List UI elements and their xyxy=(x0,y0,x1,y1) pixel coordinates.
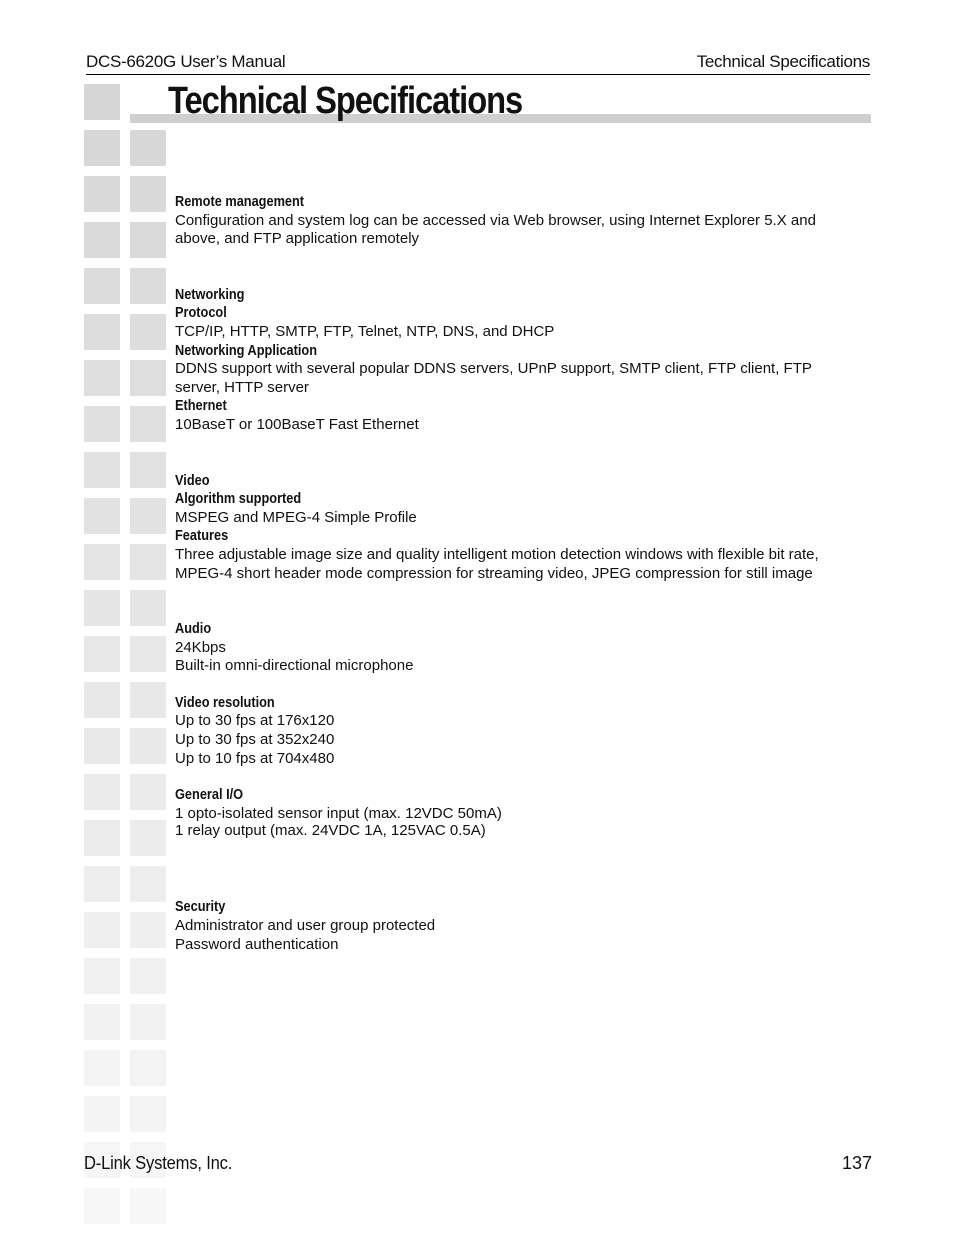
decorative-tile xyxy=(84,774,120,810)
decorative-tile xyxy=(130,728,166,764)
spec-video xyxy=(175,472,865,584)
spec-text: server, HTTP server xyxy=(175,378,309,396)
decorative-tile xyxy=(130,222,166,258)
spec-text: MPEG-4 short header mode compression for streaming video, JPEG compression for still image xyxy=(175,564,813,582)
spec-text: 10BaseT or 100BaseT Fast Ethernet xyxy=(175,415,419,433)
spec-sublabel: Algorithm supported xyxy=(175,491,302,508)
spec-sublabel: Networking Application xyxy=(175,342,318,359)
spec-text: Password authentication xyxy=(175,935,339,953)
spec-text: DDNS support with several popular DDNS servers, UPnP support, SMTP client, FTP client, FTP xyxy=(175,360,812,378)
spec-text: 24Kbps xyxy=(175,638,226,656)
spec-text: Up to 10 fps at 704x480 xyxy=(175,749,335,767)
decorative-tile xyxy=(130,176,166,212)
spec-text: MSPEG and MPEG-4 Simple Profile xyxy=(175,508,417,526)
decorative-tile xyxy=(130,590,166,626)
spec-text: TCP/IP, HTTP, SMTP, FTP, Telnet, NTP, DNS, and DHCP xyxy=(175,322,555,340)
spec-audio xyxy=(175,620,865,676)
spec-sublabel: Ethernet xyxy=(175,398,227,415)
decorative-tile xyxy=(84,1188,120,1224)
decorative-tile xyxy=(84,866,120,902)
page-title: Technical Specifications xyxy=(168,80,523,122)
spec-text: Configuration and system log can be accessed via Web browser, using Internet Explorer 5.X and xyxy=(175,211,816,229)
decorative-tile xyxy=(84,1050,120,1086)
spec-general-io xyxy=(175,786,865,838)
page-number: 137 xyxy=(841,1153,872,1173)
spec-label: Video xyxy=(175,472,210,489)
spec-text: 1 relay output (max. 24VDC 1A, 125VAC 0.5A) xyxy=(175,822,486,840)
spec-content xyxy=(175,193,865,954)
decorative-tile xyxy=(84,452,120,488)
decorative-tile xyxy=(130,452,166,488)
decorative-tile xyxy=(84,176,120,212)
decorative-tile xyxy=(130,544,166,580)
decorative-tile xyxy=(130,820,166,856)
decorative-tile xyxy=(84,958,120,994)
footer-company: D-Link Systems, Inc. xyxy=(84,1153,233,1173)
decorative-tile xyxy=(84,912,120,948)
decorative-tile xyxy=(130,314,166,350)
decorative-tile xyxy=(130,636,166,672)
decorative-tile xyxy=(84,314,120,350)
spec-text: Three adjustable image size and quality intelligent motion detection windows with flexible bit rate, xyxy=(175,545,819,563)
manual-name: DCS-6620G User’s Manual xyxy=(86,52,286,71)
decorative-tile xyxy=(84,268,120,304)
spec-label: General I/O xyxy=(175,787,244,804)
spec-label: Remote management xyxy=(175,194,305,210)
decorative-tile xyxy=(84,498,120,534)
decorative-tile xyxy=(84,590,120,626)
decorative-tile xyxy=(130,406,166,442)
spec-label: Video resolution xyxy=(175,694,275,711)
decorative-tile xyxy=(130,682,166,718)
decorative-tile xyxy=(84,728,120,764)
spec-text: Up to 30 fps at 176x120 xyxy=(175,712,335,730)
spec-text: 1 opto-isolated sensor input (max. 12VDC 50mA) xyxy=(175,804,502,822)
decorative-tile xyxy=(130,1096,166,1132)
decorative-tile xyxy=(130,774,166,810)
decorative-tile xyxy=(84,544,120,580)
decorative-tile xyxy=(84,360,120,396)
decorative-tile xyxy=(130,958,166,994)
decorative-tile xyxy=(84,222,120,258)
spec-label: Networking xyxy=(175,286,245,303)
decorative-tile xyxy=(84,1004,120,1040)
decorative-tile xyxy=(84,1096,120,1132)
spec-security xyxy=(175,898,865,954)
decorative-tile xyxy=(130,912,166,948)
decorative-tile xyxy=(130,130,166,166)
decorative-tile xyxy=(84,130,120,166)
decorative-tile xyxy=(84,84,120,120)
spec-label: Audio xyxy=(175,621,212,638)
decorative-tile xyxy=(84,682,120,718)
spec-text: above, and FTP application remotely xyxy=(175,230,420,248)
decorative-tile xyxy=(130,1188,166,1224)
spec-networking xyxy=(175,286,865,435)
decorative-tile xyxy=(130,498,166,534)
decorative-tile xyxy=(130,268,166,304)
decorative-tile xyxy=(84,406,120,442)
decorative-tile xyxy=(84,820,120,856)
decorative-tile xyxy=(84,636,120,672)
spec-video-resolution xyxy=(175,694,865,768)
spec-remote-management xyxy=(175,193,865,249)
decorative-tile-column xyxy=(84,84,170,1235)
spec-text: Up to 30 fps at 352x240 xyxy=(175,731,335,749)
decorative-tile xyxy=(130,360,166,396)
spec-sublabel: Features xyxy=(175,528,229,545)
spec-text: Built-in omni-directional microphone xyxy=(175,657,414,675)
decorative-tile xyxy=(130,1050,166,1086)
spec-label: Security xyxy=(175,899,226,916)
decorative-tile xyxy=(130,1004,166,1040)
page-header xyxy=(86,52,870,75)
spec-text: Administrator and user group protected xyxy=(175,917,436,935)
decorative-tile xyxy=(130,866,166,902)
spec-sublabel: Protocol xyxy=(175,305,227,322)
header-section-title: Technical Specifications xyxy=(696,52,870,71)
